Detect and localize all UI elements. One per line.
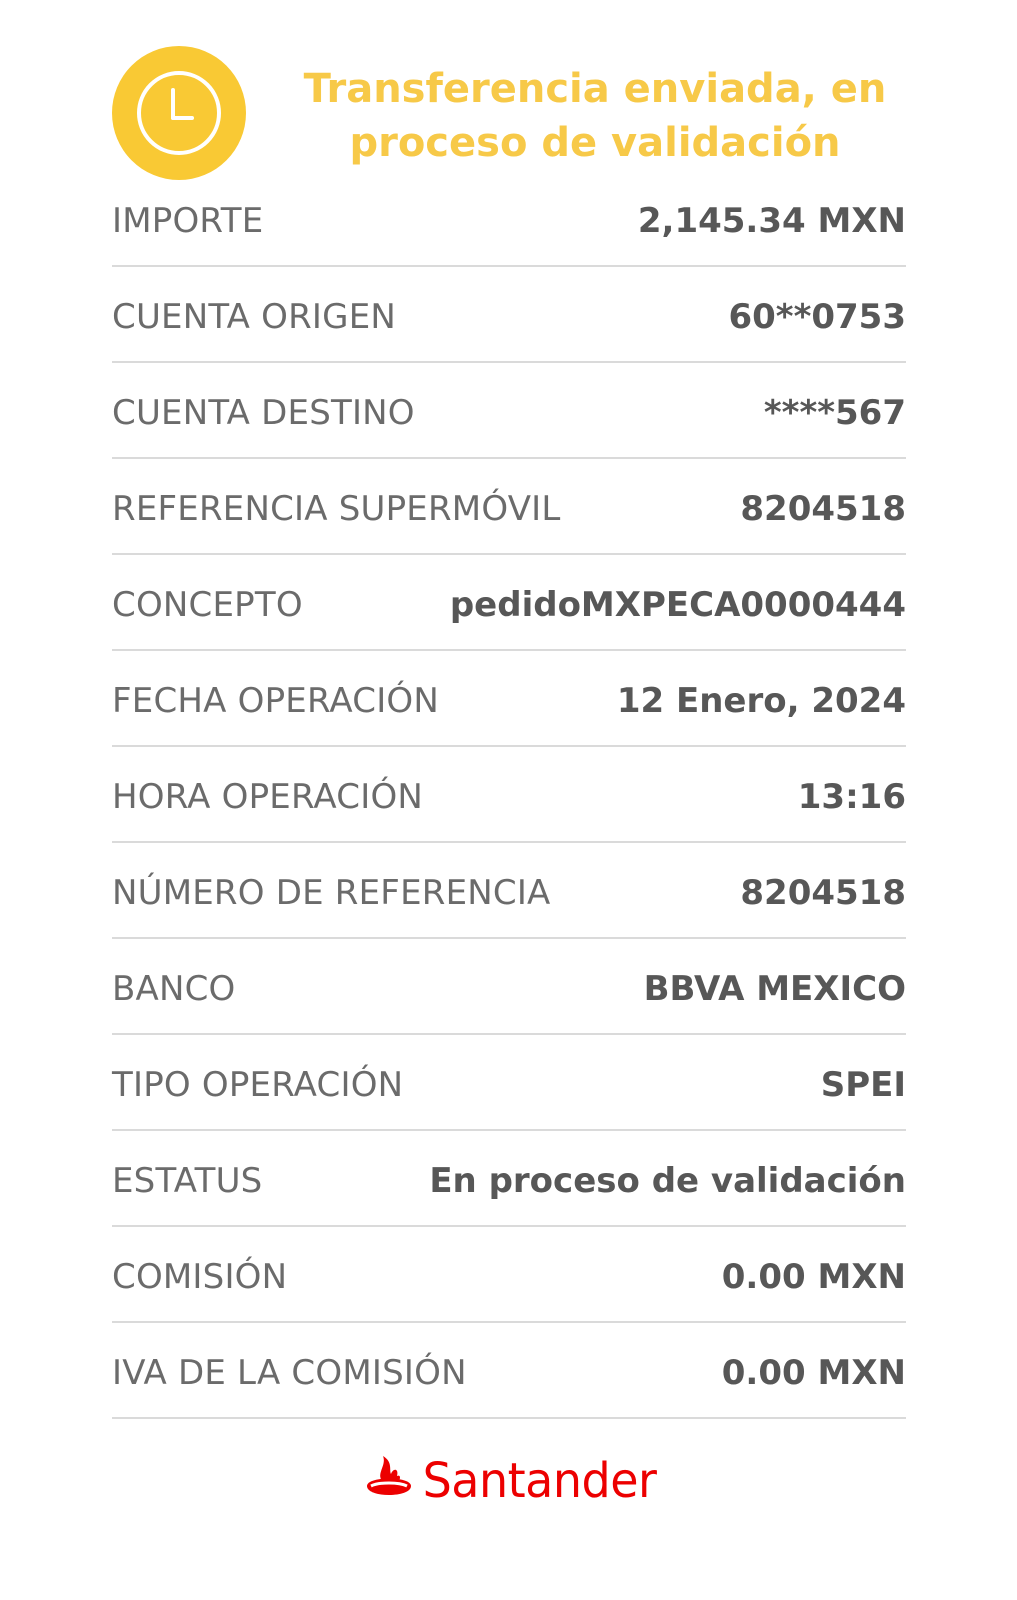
detail-row-concepto [112, 555, 906, 651]
detail-row-numero-referencia [112, 843, 906, 939]
detail-value: 8204518 [740, 873, 906, 913]
detail-row-cuenta-destino [112, 363, 906, 459]
clock-icon [112, 46, 246, 180]
detail-value: 12 Enero, 2024 [616, 681, 906, 721]
detail-label: REFERENCIA SUPERMÓVIL [112, 489, 561, 529]
detail-row-fecha-operacion [112, 651, 906, 747]
detail-row-cuenta-origen [112, 267, 906, 363]
receipt-header [0, 0, 1017, 190]
detail-label: CUENTA DESTINO [112, 393, 415, 433]
santander-logo [0, 1440, 1017, 1520]
detail-value: 60**0753 [728, 297, 906, 337]
detail-row-importe [112, 171, 906, 267]
detail-value: pedidoMXPECA0000444 [449, 585, 906, 625]
santander-brand: Santander [422, 1451, 657, 1509]
detail-value: 0.00 MXN [721, 1353, 906, 1393]
detail-row-tipo-operacion [112, 1035, 906, 1131]
detail-row-iva-comision [112, 1323, 906, 1419]
detail-value: 13:16 [797, 777, 906, 817]
detail-label: NÚMERO DE REFERENCIA [112, 873, 551, 913]
detail-label: CUENTA ORIGEN [112, 297, 397, 337]
detail-value: ****567 [763, 393, 906, 433]
detail-value: BBVA MEXICO [643, 969, 906, 1009]
detail-label: IVA DE LA COMISIÓN [112, 1353, 467, 1393]
santander-flame-icon [361, 1452, 417, 1508]
detail-label: HORA OPERACIÓN [112, 777, 424, 817]
detail-label: BANCO [112, 969, 236, 1009]
detail-label: COMISIÓN [112, 1257, 288, 1297]
detail-row-hora-operacion [112, 747, 906, 843]
detail-label: IMPORTE [112, 201, 264, 241]
detail-value: SPEI [820, 1065, 906, 1105]
detail-row-referencia-supermovil [112, 459, 906, 555]
detail-value: 8204518 [740, 489, 906, 529]
detail-row-comision [112, 1227, 906, 1323]
detail-label: CONCEPTO [112, 585, 303, 625]
detail-label: FECHA OPERACIÓN [112, 681, 440, 721]
detail-value: 2,145.34 MXN [637, 201, 906, 241]
receipt-title: Transferencia enviada, en proceso de validación [303, 66, 887, 166]
transfer-details [112, 171, 906, 1419]
detail-value: 0.00 MXN [721, 1257, 906, 1297]
detail-label: TIPO OPERACIÓN [112, 1065, 404, 1105]
detail-label: ESTATUS [112, 1161, 263, 1201]
detail-row-banco [112, 939, 906, 1035]
detail-row-estatus [112, 1131, 906, 1227]
detail-value: En proceso de validación [429, 1161, 906, 1201]
